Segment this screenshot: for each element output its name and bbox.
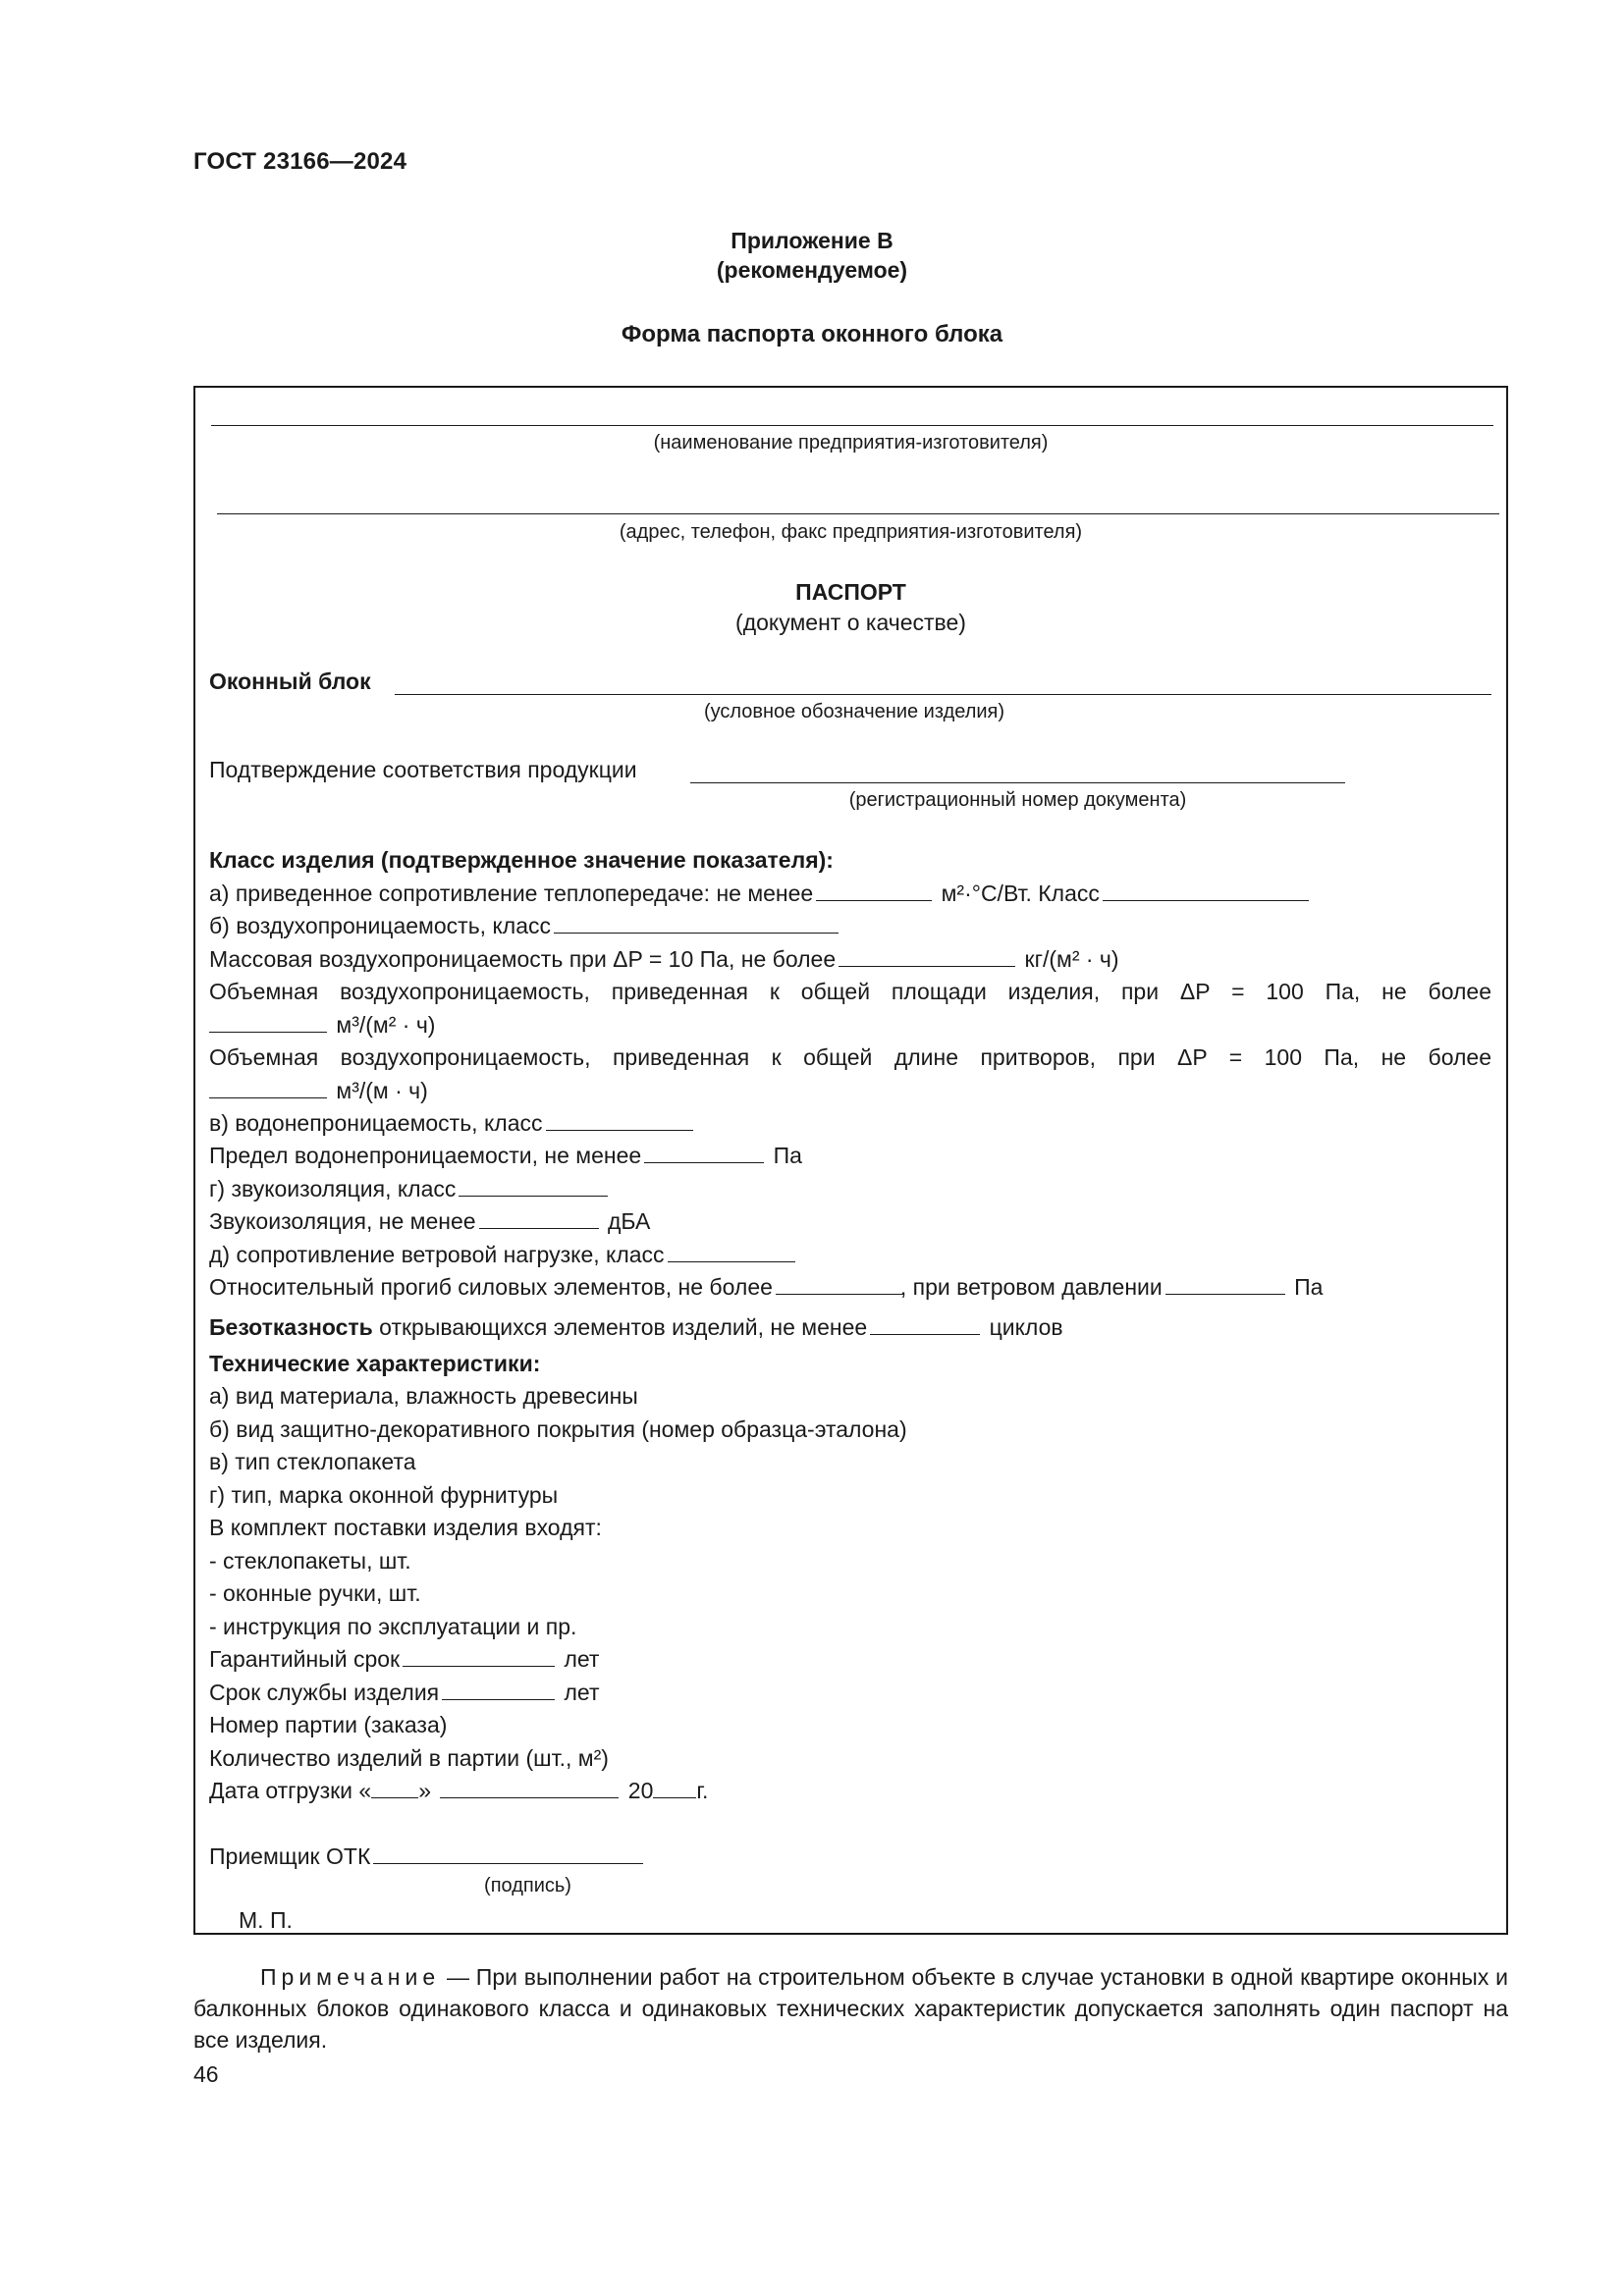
quantity-row: Количество изделий в партии (шт., м²) bbox=[209, 1745, 609, 1771]
deflection-text: Относительный прогиб силовых элементов, не более bbox=[209, 1274, 773, 1300]
appendix-status: (рекомендуемое) bbox=[716, 257, 908, 283]
wind-class-field[interactable] bbox=[668, 1242, 795, 1262]
service-text: Срок службы изделия bbox=[209, 1680, 440, 1705]
deflection-unit: Па bbox=[1294, 1274, 1324, 1300]
ship-date-row bbox=[209, 1777, 708, 1804]
warranty-row bbox=[209, 1645, 599, 1673]
mass-air-field[interactable] bbox=[839, 946, 1015, 967]
wind-pressure-field[interactable] bbox=[1165, 1274, 1285, 1295]
item-g-text: г) звукоизоляция, класс bbox=[209, 1176, 457, 1201]
class-heading: Класс изделия (подтвержденное значение показателя): bbox=[209, 847, 834, 873]
water-limit-text: Предел водонепроницаемости, не менее bbox=[209, 1143, 642, 1168]
mass-air-row bbox=[209, 945, 1119, 973]
item-d-text: д) сопротивление ветровой нагрузке, класс bbox=[209, 1242, 665, 1267]
water-class-field[interactable] bbox=[546, 1110, 693, 1131]
form-title: Форма паспорта оконного блока bbox=[621, 321, 1003, 347]
vol-area-row2 bbox=[209, 1011, 435, 1039]
conformity-label: Подтверждение соответствия продукции bbox=[209, 757, 637, 782]
caption-address: (адрес, телефон, факс предприятия-изготовителя) bbox=[619, 521, 1083, 543]
tech-g: г) тип, марка оконной фурнитуры bbox=[209, 1482, 559, 1508]
ship-month-field[interactable] bbox=[440, 1778, 619, 1798]
ship-mid: » bbox=[418, 1778, 431, 1803]
stamp-placeholder: М. П. bbox=[239, 1907, 293, 1933]
sound-unit: дБА bbox=[607, 1208, 651, 1234]
vol-length-unit: м³/(м · ч) bbox=[336, 1078, 428, 1103]
ship-year: 20 bbox=[627, 1778, 654, 1803]
item-g-row bbox=[209, 1175, 611, 1202]
vol-length-row2 bbox=[209, 1077, 428, 1104]
sound-field[interactable] bbox=[479, 1208, 599, 1229]
ship-end: г. bbox=[696, 1778, 709, 1803]
item-b-row bbox=[209, 912, 841, 939]
ship-day-field[interactable] bbox=[371, 1778, 418, 1798]
caption-designation: (условное обозначение изделия) bbox=[703, 701, 1005, 722]
kit-item-handles: - оконные ручки, шт. bbox=[209, 1580, 421, 1606]
air-permeability-class-field[interactable] bbox=[554, 913, 839, 934]
deflection-row bbox=[209, 1273, 1323, 1301]
vol-area-field[interactable] bbox=[209, 1012, 327, 1033]
sound-row bbox=[209, 1207, 650, 1235]
reliability-text: открывающихся элементов изделий, не менее bbox=[379, 1314, 868, 1340]
document-code: ГОСТ 23166—2024 bbox=[193, 148, 407, 175]
window-block-field[interactable] bbox=[395, 694, 1491, 695]
mass-air-text: Массовая воздухопроницаемость при ΔP = 10 Па, не более bbox=[209, 946, 837, 972]
sound-text: Звукоизоляция, не менее bbox=[209, 1208, 476, 1234]
item-b-text: б) воздухопроницаемость, класс bbox=[209, 913, 551, 938]
reliability-bold: Безотказность bbox=[209, 1314, 373, 1340]
ship-text: Дата отгрузки « bbox=[209, 1778, 372, 1803]
thermal-class-field[interactable] bbox=[1103, 881, 1309, 901]
thermal-resistance-field[interactable] bbox=[816, 881, 932, 901]
passport-subtitle: (документ о качестве) bbox=[735, 610, 966, 635]
note-text: — При выполнении работ на строительном объекте в случае установки в одной квартире оконных и балконных блоков одинакового класса и одинаковых технических характеристик допускается заполнять один паспорт на все изделия. bbox=[193, 1964, 1508, 2053]
conformity-row bbox=[209, 756, 637, 783]
window-block-row bbox=[209, 667, 371, 695]
water-limit-field[interactable] bbox=[644, 1143, 764, 1163]
note-label: Примечание bbox=[260, 1964, 441, 1990]
item-d-row bbox=[209, 1241, 798, 1268]
vol-area-line: Объемная воздухопроницаемость, приведенная к общей площади изделия, при ΔP = 100 Па, не более bbox=[209, 979, 1491, 1004]
deflection-mid: , при ветровом давлении bbox=[899, 1274, 1163, 1300]
conformity-field[interactable] bbox=[690, 782, 1345, 783]
batch-row: Номер партии (заказа) bbox=[209, 1712, 448, 1737]
page-number: 46 bbox=[193, 2061, 219, 2087]
service-field[interactable] bbox=[442, 1680, 555, 1700]
deflection-field[interactable] bbox=[776, 1274, 903, 1295]
service-unit: лет bbox=[564, 1680, 600, 1705]
service-row bbox=[209, 1679, 600, 1706]
item-a-text: а) приведенное сопротивление теплопередаче: не менее bbox=[209, 881, 814, 906]
passport-title: ПАСПОРТ bbox=[795, 579, 906, 605]
ship-year-field[interactable] bbox=[653, 1778, 696, 1798]
warranty-field[interactable] bbox=[403, 1646, 555, 1667]
water-limit-row bbox=[209, 1142, 802, 1169]
tech-b: б) вид защитно-декоративного покрытия (номер образца-эталона) bbox=[209, 1416, 907, 1442]
warranty-unit: лет bbox=[564, 1646, 600, 1672]
appendix-title: Приложение В bbox=[731, 228, 893, 253]
item-a-unit: м²·°С/Вт. Класс bbox=[941, 881, 1100, 906]
reliability-field[interactable] bbox=[870, 1314, 980, 1335]
reliability-unit: циклов bbox=[989, 1314, 1063, 1340]
tech-heading: Технические характеристики: bbox=[209, 1351, 541, 1376]
kit-item-instructions: - инструкция по эксплуатации и пр. bbox=[209, 1614, 577, 1639]
inspector-row bbox=[209, 1842, 646, 1870]
caption-manufacturer: (наименование предприятия-изготовителя) bbox=[653, 432, 1049, 454]
sound-class-field[interactable] bbox=[459, 1176, 608, 1197]
kit-heading: В комплект поставки изделия входят: bbox=[209, 1515, 602, 1540]
vol-area-unit: м³/(м² · ч) bbox=[336, 1012, 436, 1038]
note bbox=[193, 1961, 1508, 2056]
window-block-label: Оконный блок bbox=[209, 668, 371, 694]
inspector-text: Приемщик ОТК bbox=[209, 1843, 371, 1869]
kit-item-glass: - стеклопакеты, шт. bbox=[209, 1548, 411, 1574]
manufacturer-address-line bbox=[217, 513, 1499, 514]
tech-a: а) вид материала, влажность древесины bbox=[209, 1383, 638, 1409]
item-a-row bbox=[209, 880, 1312, 907]
tech-v: в) тип стеклопакета bbox=[209, 1449, 416, 1474]
item-v-row bbox=[209, 1109, 696, 1137]
item-v-text: в) водонепроницаемость, класс bbox=[209, 1110, 543, 1136]
caption-reg-number: (регистрационный номер документа) bbox=[848, 789, 1187, 811]
mass-air-unit: кг/(м² · ч) bbox=[1024, 946, 1119, 972]
manufacturer-name-line bbox=[211, 425, 1493, 426]
water-limit-unit: Па bbox=[773, 1143, 802, 1168]
warranty-text: Гарантийный срок bbox=[209, 1646, 401, 1672]
inspector-signature-field[interactable] bbox=[373, 1843, 643, 1864]
reliability-row bbox=[209, 1313, 1063, 1341]
vol-length-field[interactable] bbox=[209, 1078, 327, 1098]
vol-length-line: Объемная воздухопроницаемость, приведенная к общей длине притворов, при ΔP = 100 Па, не более bbox=[209, 1044, 1491, 1070]
caption-signature: (подпись) bbox=[484, 1875, 571, 1896]
